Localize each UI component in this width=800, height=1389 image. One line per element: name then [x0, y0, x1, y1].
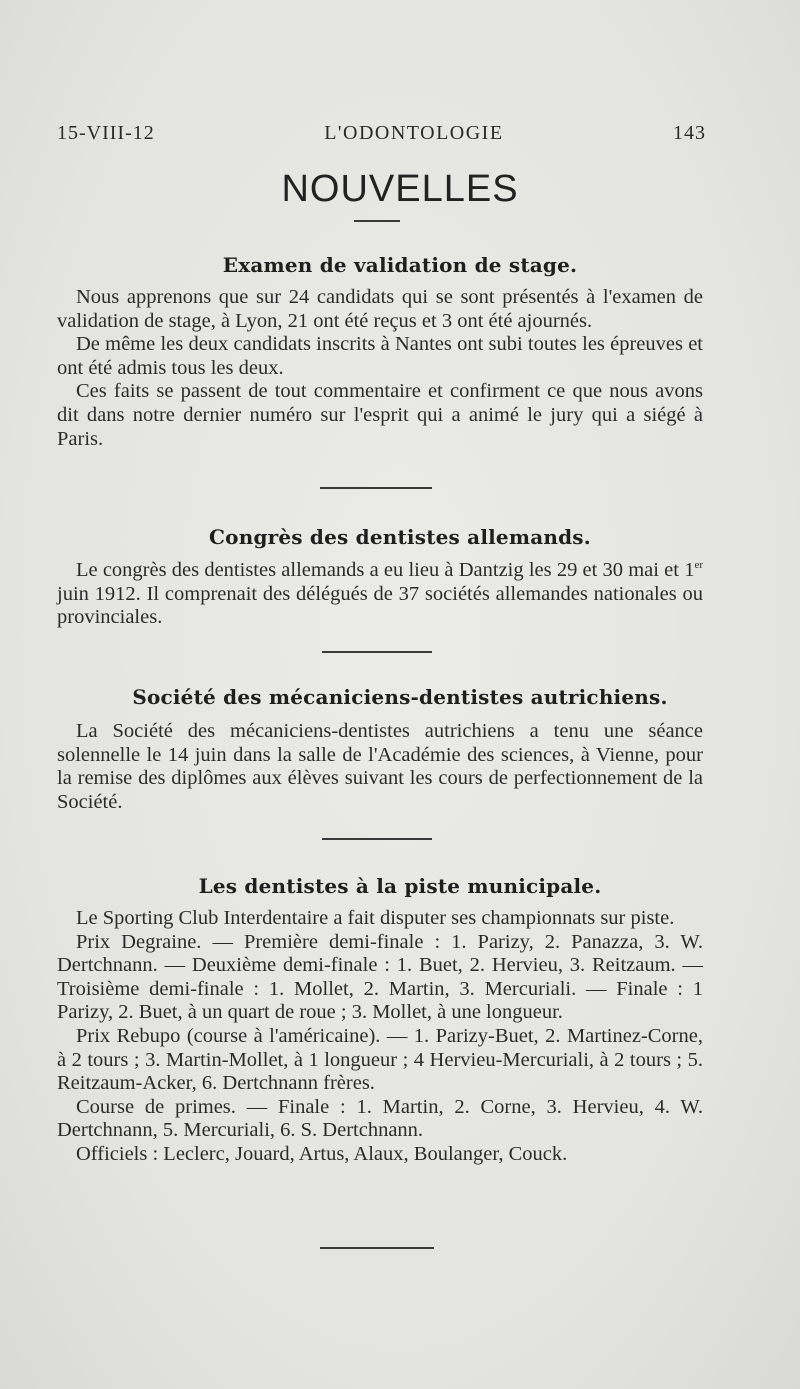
section-body-congres	[57, 559, 703, 630]
section-heading-validation: Examen de validation de stage.	[222, 253, 578, 277]
paragraph: Le Sporting Club Interdentaire a fait disputer ses championnats sur piste.	[76, 907, 675, 929]
running-head	[57, 122, 706, 145]
section-divider	[320, 1247, 434, 1249]
paragraph: Prix Degraine. — Première demi-finale : 1. Parizy, 2. Panazza, 3. W. Dertchnann. — Deuxième demi-finale : 1. Buet, 2. Hervieu, 3. Reitzaum. — Troisième demi-finale : 1. Mollet, 2. Martin, 3. Mercuriali. — Finale : 1 Parizy, 2. Buet, à un quart de roue ; 3. Mollet, à une longueur.	[57, 930, 703, 1024]
section-body-societe	[57, 720, 703, 814]
title-rule	[354, 220, 400, 222]
section-heading-societe: Société des mécaniciens-dentistes autrichiens.	[132, 685, 668, 709]
section-divider	[322, 838, 432, 840]
section-heading-piste: Les dentistes à la piste municipale.	[198, 874, 602, 898]
page-number: 143	[673, 122, 706, 144]
section-body-piste	[57, 907, 703, 1167]
section-divider	[320, 487, 432, 489]
paragraph: Course de primes. — Finale : 1. Martin, 2. Corne, 3. Hervieu, 4. W. Dertchnann, 5. Mercuriali, 6. S. Dertchnann.	[57, 1095, 703, 1142]
page-title: NOUVELLES	[281, 168, 519, 210]
issue-date: 15-VIII-12	[57, 122, 155, 144]
paragraph: Le congrès des dentistes allemands a eu lieu à Dantzig les 29 et 30 mai et 1er juin 1912. Il comprenait des délégués de 37 sociétés allemandes nationales ou provinciales.	[57, 559, 703, 629]
paragraph: Ces faits se passent de tout commentaire et confirment ce que nous avons dit dans notre dernier numéro sur l'esprit qui a animé le jury qui a siégé à Paris.	[57, 380, 703, 450]
paragraph: Officiels : Leclerc, Jouard, Artus, Alaux, Boulanger, Couck.	[76, 1142, 568, 1165]
section-divider	[322, 651, 432, 653]
paragraph: De même les deux candidats inscrits à Nantes ont subi toutes les épreuves et ont été admis tous les deux.	[57, 333, 703, 379]
paragraph: La Société des mécaniciens-dentistes autrichiens a tenu une séance solennelle le 14 juin dans la salle de l'Académie des sciences, à Vienne, pour la remise des diplômes aux élèves suivant les cours de perfectionnement de la Société.	[57, 720, 703, 813]
section-heading-congres: Congrès des dentistes allemands.	[209, 525, 591, 549]
paragraph: Prix Rebupo (course à l'américaine). — 1. Parizy-Buet, 2. Martinez-Corne, à 2 tours ; 3. Martin-Mollet, à 1 longueur ; 4 Hervieu-Mercuriali, à 2 tours ; 5. Reitzaum-Acker, 6. Dertchnann frères.	[57, 1024, 703, 1095]
paragraph: Nous apprenons que sur 24 candidats qui se sont présentés à l'examen de validation de stage, à Lyon, 21 ont été reçus et 3 ont été ajournés.	[57, 286, 703, 332]
journal-title: L'ODONTOLOGIE	[324, 122, 504, 144]
section-body-validation	[57, 286, 703, 451]
